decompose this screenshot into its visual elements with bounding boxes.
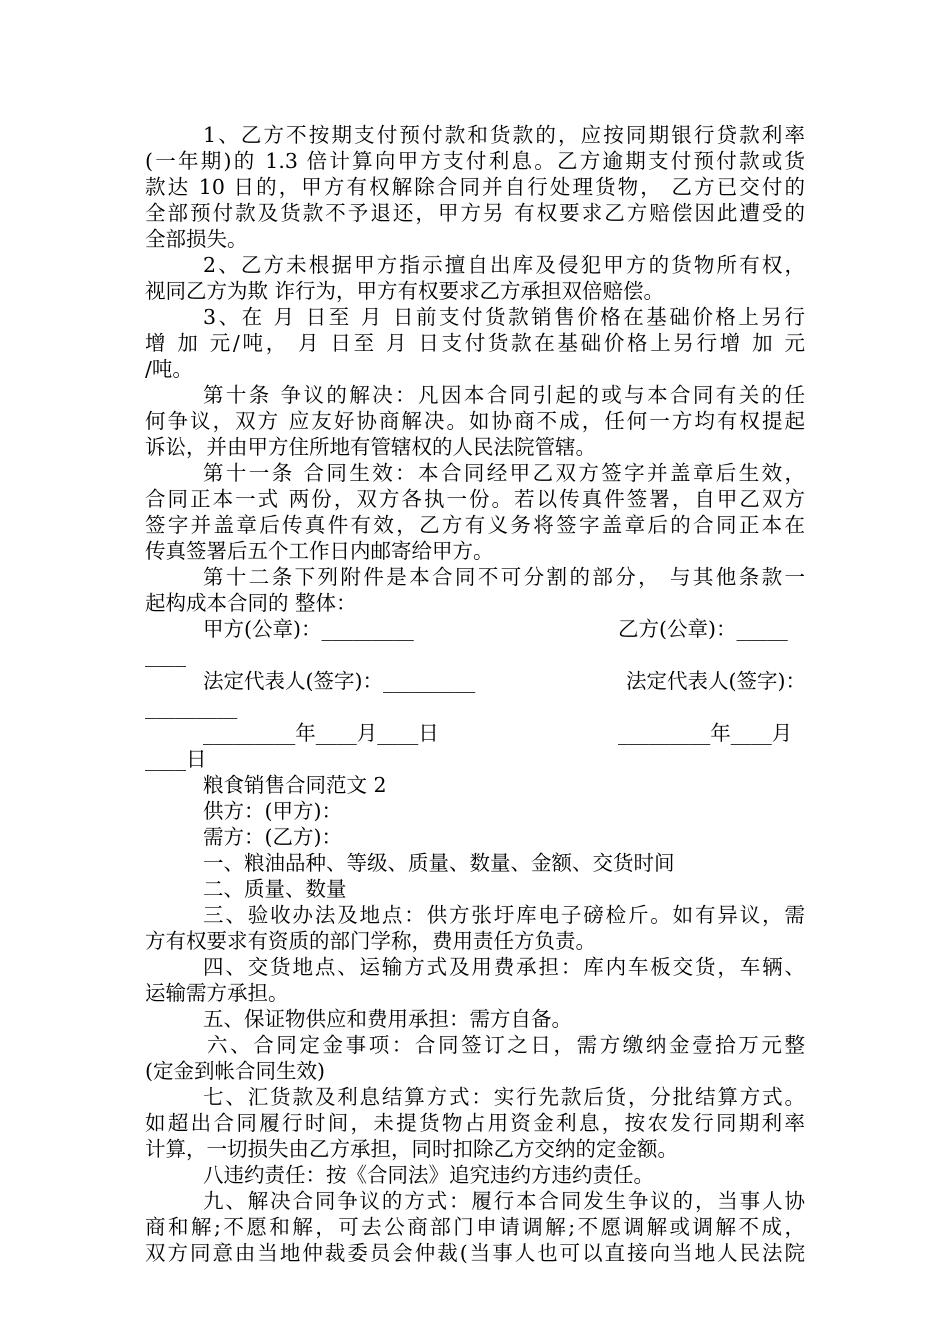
text-line: 商和解;不愿和解，可去公商部门申请调解;不愿调解或调解不成， (145, 1215, 805, 1239)
text-line: 签字并盖章后传真件有效，乙方有义务将签字盖章后的合同正本在 (145, 513, 805, 537)
text-line: 何争议，双方 应友好协商解决。如协商不成，任何一方均有权提起 (145, 409, 805, 433)
text-line: 三、验收办法及地点：供方张圩库电子磅检斤。如有异议，需 (203, 903, 805, 927)
text-line: 起构成本合同的 整体： (145, 591, 357, 615)
party-b-seal-field: 乙方(公章)：_____ (618, 617, 788, 641)
party-b-representative-field-cont: _________ (145, 695, 238, 719)
party-a-seal-field: 甲方(公章)：_________ (203, 617, 414, 641)
text-line: 六、合同定金事项：合同签订之日，需方缴纳金壹拾万元整 (207, 1033, 805, 1057)
text-line: 九、解决合同争议的方式：履行本合同发生争议的，当事人协 (203, 1189, 805, 1213)
buyer-line: 需方：(乙方)： (203, 825, 342, 849)
section-title: 粮食销售合同范文 2 (203, 773, 387, 797)
text-line: 增 加 元/吨， 月 日至 月 日支付货款在基础价格上另行增 加 元 (145, 331, 805, 355)
text-line: 运输需方承担。 (145, 981, 289, 1005)
supplier-line: 供方：(甲方)： (203, 799, 342, 823)
text-line: 如超出合同履行时间，未提货物占用资金利息，按农发行同期利率 (145, 1111, 805, 1135)
text-line: 四、交货地点、运输方式及用费承担：库内车板交货，车辆、 (203, 955, 805, 979)
text-line: 七、汇货款及利息结算方式：实行先款后货，分批结算方式。 (203, 1085, 805, 1109)
text-line: 款达 10 日的，甲方有权解除合同并自行处理货物， 乙方已交付的 (145, 175, 805, 199)
text-line: 第十条 争议的解决：凡因本合同引起的或与本合同有关的任 (203, 383, 805, 407)
party-b-seal-field-cont: ____ (145, 643, 186, 667)
party-b-representative-field: 法定代表人(签字)： (626, 669, 806, 693)
party-b-date-field: _________年____月 (618, 721, 793, 745)
text-line: 双方同意由当地仲裁委员会仲裁(当事人也可以直接向当地人民法院 (145, 1241, 805, 1265)
text-line: 全部损失。 (145, 227, 248, 251)
text-line: /吨。 (145, 357, 193, 381)
text-line: 一、粮油品种、等级、质量、数量、金额、交货时间 (203, 851, 675, 875)
party-b-date-field-cont: ____日 (145, 747, 207, 771)
text-line: (定金到帐合同生效) (145, 1059, 325, 1083)
text-line: 诉讼，并由甲方住所地有管辖权的人民法院管辖。 (145, 435, 596, 459)
text-line: 视同乙方为欺 诈行为，甲方有权要求乙方承担双倍赔偿。 (145, 279, 665, 303)
text-line: 二、质量、数量 (203, 877, 347, 901)
text-line: 八违约责任：按《合同法》追究违约方违约责任。 (203, 1163, 654, 1187)
text-line: 计算，一切损失由乙方承担，同时扣除乙方交纳的定金额。 (145, 1137, 678, 1161)
text-line: 1、乙方不按期支付预付款和货款的，应按同期银行贷款利率 (203, 123, 805, 147)
text-line: 方有权要求有资质的部门学称，费用责任方负责。 (145, 929, 596, 953)
text-line: 第十二条下列附件是本合同不可分割的部分， 与其他条款一 (203, 565, 805, 589)
party-a-date-field: _________年____月____日 (203, 721, 439, 745)
text-line: 3、在 月 日至 月 日前支付货款销售价格在基础价格上另行 (203, 305, 805, 329)
text-line: 2、乙方未根据甲方指示擅自出库及侵犯甲方的货物所有权， (203, 253, 805, 277)
text-line: (一年期)的 1.3 倍计算向甲方支付利息。乙方逾期支付预付款或货 (145, 149, 805, 173)
party-a-representative-field: 法定代表人(签字)：_________ (203, 669, 476, 693)
text-line: 五、保证物供应和费用承担：需方自备。 (203, 1007, 572, 1031)
text-line: 全部预付款及货款不予退还，甲方另 有权要求乙方赔偿因此遭受的 (145, 201, 805, 225)
text-line: 传真签署后五个工作日内邮寄给甲方。 (145, 539, 494, 563)
text-line: 合同正本一式 两份，双方各执一份。若以传真件签署，自甲乙双方 (145, 487, 805, 511)
text-line: 第十一条 合同生效：本合同经甲乙双方签字并盖章后生效， (203, 461, 805, 485)
